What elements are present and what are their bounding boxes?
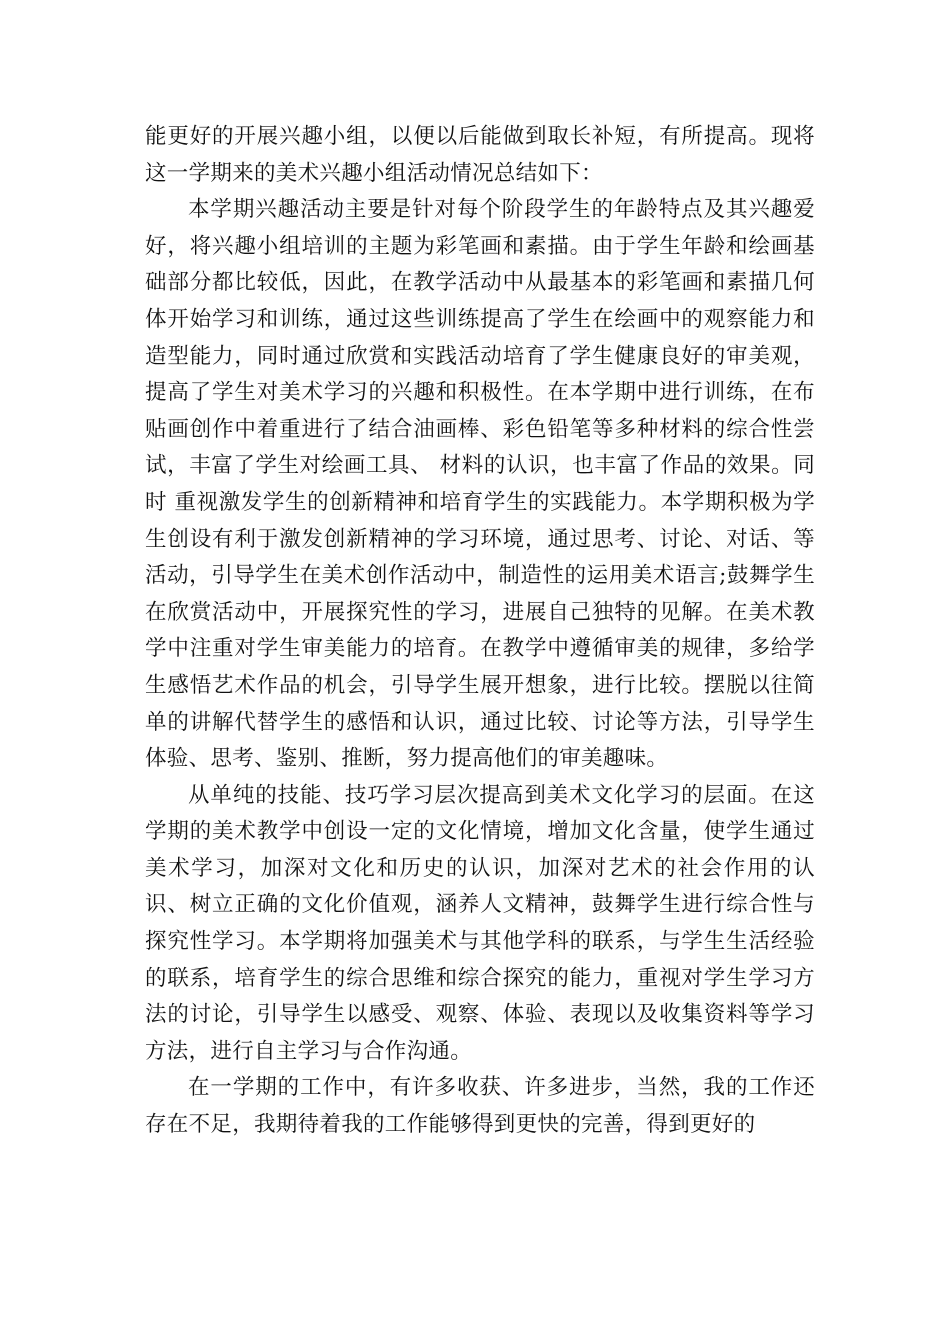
paragraph-conclusion: 在一学期的工作中，有许多收获、许多进步，当然，我的工作还存在不足，我期待着我的工作能够得到更快的完善，得到更好的 (145, 1075, 815, 1138)
paragraph-activities: 本学期兴趣活动主要是针对每个阶段学生的年龄特点及其兴趣爱好，将兴趣小组培训的主题为彩笔画和素描。由于学生年龄和绘画基础部分都比较低，因此，在教学活动中从最基本的彩笔画和素描几何体开始学习和训练，通过这些训练提高了学生在绘画中的观察能力和造型能力，同时通过欣赏和实践活动培育了学生健康良好的审美观，提高了学生对美术学习的兴趣和积极性。在本学期中进行训练，在布贴画创作中着重进行了结合油画棒、彩色铅笔等多种材料的综合性尝试，丰富了学生对绘画工具、 材料的认识，也丰富了作品的效果。同时 重视激发学生的创新精神和培育学生的实践能力。本学期积极为学生创设有利于激发创新精神的学习环境，通过思考、讨论、对话、等活动，引导学生在美术创作活动中，制造性的运用美术语言;鼓舞学生在欣赏活动中，开展探究性的学习，进展自己独特的见解。在美术教学中注重对学生审美能力的培育。在教学中遵循审美的规律，多给学生感悟艺术作品的机会，引导学生展开想象，进行比较。摆脱以往简单的讲解代替学生的感悟和认识，通过比较、讨论等方法，引导学生体验、思考、鉴别、推断，努力提高他们的审美趣味。 (145, 197, 815, 772)
paragraph-culture: 从单纯的技能、技巧学习层次提高到美术文化学习的层面。在这学期的美术教学中创设一定的文化情境，增加文化含量，使学生通过美术学习，加深对文化和历史的认识，加深对艺术的社会作用的认识、树立正确的文化价值观，涵养人文精神，鼓舞学生进行综合性与探究性学习。本学期将加强美术与其他学科的联系，与学生生活经验的联系，培育学生的综合思维和综合探究的能力，重视对学生学习方法的讨论，引导学生以感受、观察、体验、表现以及收集资料等学习方法，进行自主学习与合作沟通。 (145, 782, 815, 1064)
body-text (145, 119, 815, 1144)
paragraph-continuation: 能更好的开展兴趣小组，以便以后能做到取长补短，有所提高。现将这一学期来的美术兴趣小组活动情况总结如下： (145, 124, 815, 186)
